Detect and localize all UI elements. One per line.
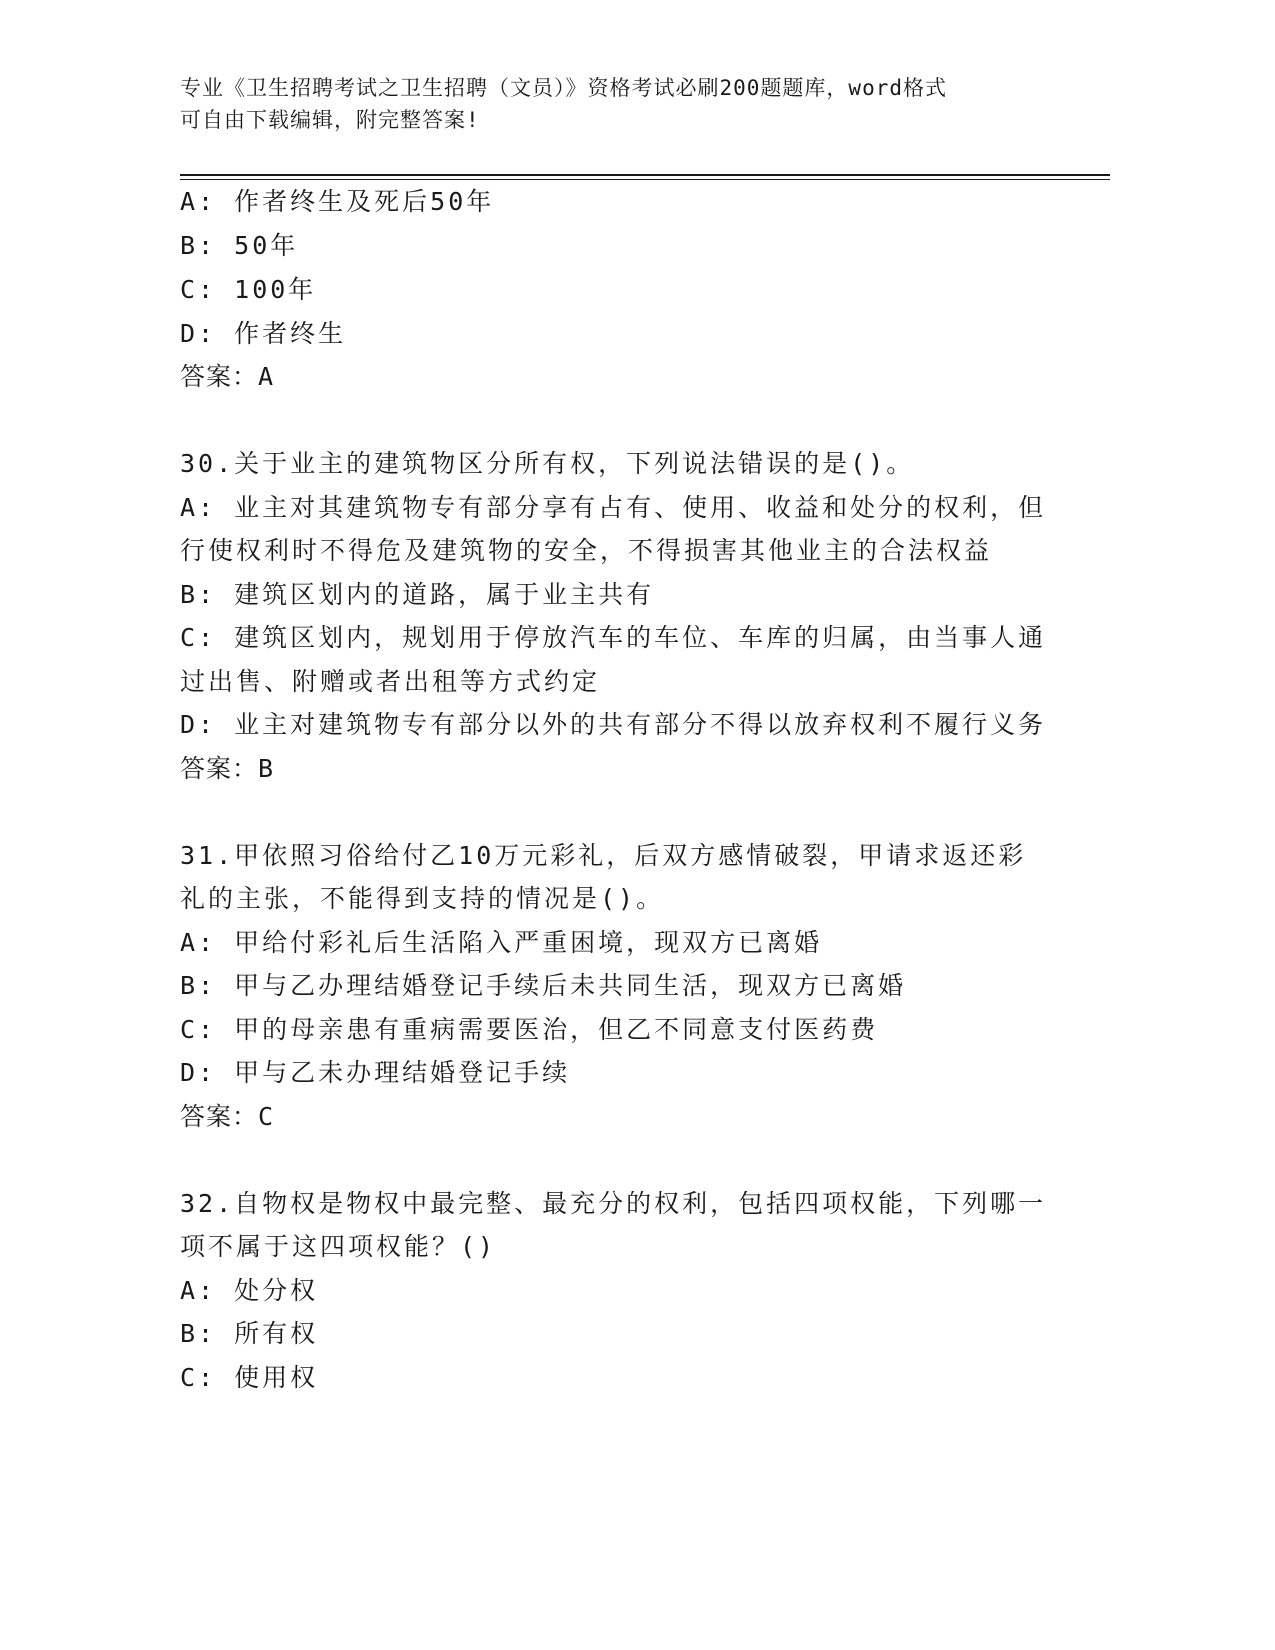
q31-answer: 答案：C bbox=[180, 1102, 275, 1131]
q31-stem-line1: 31.甲依照习俗给付乙10万元彩礼，后双方感情破裂，甲请求返还彩 bbox=[180, 841, 1027, 870]
q30-option-a-line2: 行使权利时不得危及建筑物的安全，不得损害其他业主的合法权益 bbox=[180, 536, 993, 565]
header-divider-thin bbox=[180, 179, 1110, 180]
q30-option-c-line2: 过出售、附赠或者出租等方式约定 bbox=[180, 667, 601, 696]
q30-answer: 答案：B bbox=[180, 754, 275, 783]
q32-option-b: B: 所有权 bbox=[180, 1319, 319, 1348]
q29-option-b: B: 50年 bbox=[180, 231, 299, 260]
q31-option-b: B: 甲与乙办理结婚登记手续后未共同生活，现双方已离婚 bbox=[180, 971, 907, 1000]
q30-option-d: D: 业主对建筑物专有部分以外的共有部分不得以放弃权利不履行义务 bbox=[180, 710, 1047, 739]
q31-stem-line2: 礼的主张，不能得到支持的情况是()。 bbox=[180, 884, 665, 913]
q31-option-a: A: 甲给付彩礼后生活陷入严重困境，现双方已离婚 bbox=[180, 928, 823, 957]
q30-option-b: B: 建筑区划内的道路，属于业主共有 bbox=[180, 580, 655, 609]
q32-option-c: C: 使用权 bbox=[180, 1363, 319, 1392]
q29-option-a: A: 作者终生及死后50年 bbox=[180, 187, 495, 216]
q29-option-d: D: 作者终生 bbox=[180, 319, 347, 348]
q30-option-a-line1: A: 业主对其建筑物专有部分享有占有、使用、收益和处分的权利，但 bbox=[180, 493, 1047, 522]
document-header bbox=[180, 72, 1060, 136]
q32-stem-line1: 32.自物权是物权中最完整、最充分的权利，包括四项权能，下列哪一 bbox=[180, 1189, 1047, 1218]
q30-option-c-line1: C: 建筑区划内，规划用于停放汽车的车位、车库的归属，由当事人通 bbox=[180, 623, 1047, 652]
q30-stem: 30.关于业主的建筑物区分所有权，下列说法错误的是()。 bbox=[180, 449, 915, 478]
header-title-line2: 可自由下载编辑，附完整答案! bbox=[180, 108, 480, 132]
q29-answer: 答案：A bbox=[180, 362, 275, 391]
header-divider bbox=[180, 174, 1110, 176]
q31-option-c: C: 甲的母亲患有重病需要医治，但乙不同意支付医药费 bbox=[180, 1015, 879, 1044]
q32-option-a: A: 处分权 bbox=[180, 1276, 319, 1305]
q29-option-c: C: 100年 bbox=[180, 275, 317, 304]
q32-stem-line2: 项不属于这四项权能？() bbox=[180, 1232, 497, 1261]
q31-option-d: D: 甲与乙未办理结婚登记手续 bbox=[180, 1058, 571, 1087]
header-title-line1: 专业《卫生招聘考试之卫生招聘（文员）》资格考试必刷200题题库，word格式 bbox=[180, 76, 947, 100]
